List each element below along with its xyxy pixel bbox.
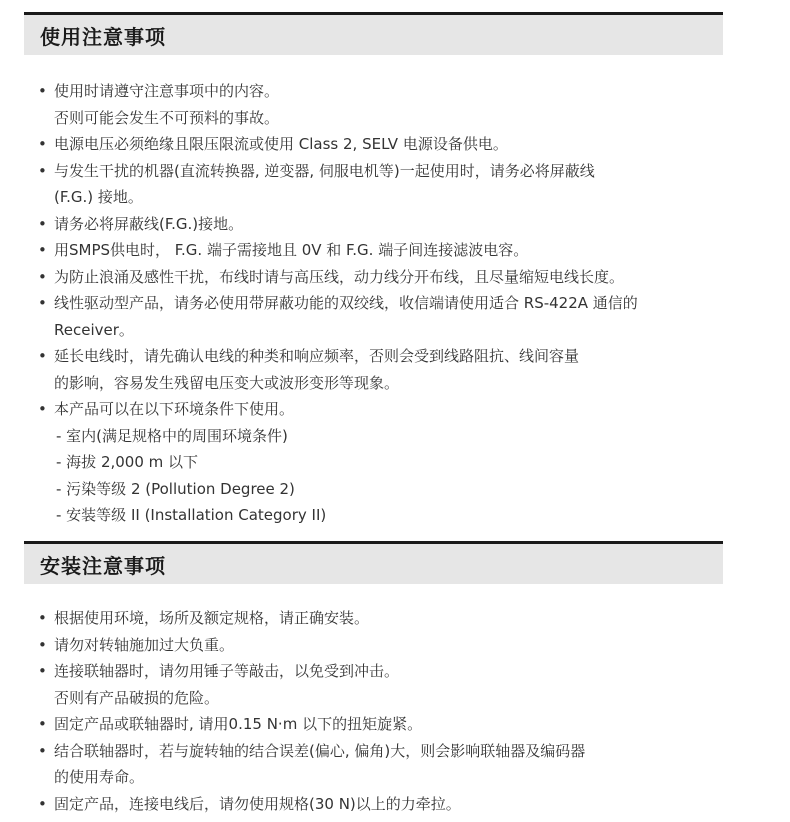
bullet-icon: • (38, 635, 47, 654)
bullet-icon: • (38, 715, 47, 733)
list-item (24, 131, 723, 158)
item-text-line: Receiver。 (54, 320, 134, 339)
bullet-icon: • (38, 241, 47, 259)
item-text-line: 请务必将屏蔽线(F.G.)接地。 (54, 214, 244, 233)
list-item (24, 343, 723, 396)
installation-precautions-section (24, 541, 723, 817)
bullet-icon: • (38, 609, 47, 627)
bullet-icon: • (38, 135, 47, 153)
item-text-line: 延长电线时，请先确认电线的种类和响应频率，否则会受到线路阻抗、线间容量 (54, 347, 580, 365)
sub-item-line: - 海拔 2,000 m 以下 (56, 453, 199, 471)
bullet-icon: • (38, 400, 47, 418)
list-item (24, 290, 723, 343)
list-item (24, 396, 723, 529)
item-text-line: 固定产品，连接电线后，请勿使用规格(30 N)以上的力牵拉。 (54, 794, 461, 813)
usage-precautions-title: 使用注意事项 (40, 24, 166, 49)
list-item (24, 711, 723, 738)
sub-item-line: - 安装等级 II (Installation Category II) (56, 506, 327, 524)
sub-item-line: - 污染等级 2 (Pollution Degree 2) (56, 479, 295, 498)
item-text-line: 请勿对转轴施加过大负重。 (54, 635, 235, 654)
item-text-line: 否则有产品破损的危险。 (54, 688, 220, 707)
installation-precautions-header (24, 541, 723, 584)
item-text-line: 使用时请遵守注意事项中的内容。 (54, 82, 280, 100)
bullet-icon: • (38, 267, 47, 286)
item-text-line: 结合联轴器时，若与旋转轴的结合误差(偏心, 偏角)大，则会影响联轴器及编码器 (54, 741, 586, 760)
bullet-icon: • (38, 294, 47, 312)
list-item (24, 78, 723, 131)
usage-precautions-list (24, 78, 723, 529)
bullet-icon: • (38, 161, 47, 180)
list-item (24, 605, 723, 632)
list-item (24, 237, 723, 264)
item-text-line: 的影响，容易发生残留电压变大或波形变形等现象。 (54, 373, 400, 392)
item-text-line: 连接联轴器时，请勿用锤子等敲击，以免受到冲击。 (54, 662, 400, 680)
usage-precautions-section (24, 12, 723, 529)
list-item (24, 738, 723, 791)
list-item (24, 211, 723, 238)
list-item (24, 158, 723, 211)
usage-precautions-header (24, 12, 723, 55)
bullet-icon: • (38, 347, 47, 365)
item-text-line: 的使用寿命。 (54, 768, 145, 786)
bullet-icon: • (38, 214, 47, 233)
item-text-line: 根据使用环境，场所及额定规格，请正确安装。 (54, 609, 370, 627)
item-text-line: 固定产品或联轴器时, 请用0.15 N·m 以下的扭矩旋紧。 (54, 715, 423, 733)
item-text-line: 否则可能会发生不可预料的事故。 (54, 108, 280, 127)
sub-item-line: - 室内(满足规格中的周围环境条件) (56, 426, 288, 445)
list-item (24, 791, 723, 818)
item-text-line: 用SMPS供电时， F.G. 端子需接地且 0V 和 F.G. 端子间连接滤波电容。 (54, 241, 529, 259)
list-item (24, 658, 723, 711)
bullet-icon: • (38, 662, 47, 680)
item-text-line: 与发生干扰的机器(直流转换器, 逆变器, 伺服电机等)一起使用时，请务必将屏蔽线 (54, 161, 595, 180)
bullet-icon: • (38, 741, 47, 760)
item-text-line: 本产品可以在以下环境条件下使用。 (54, 400, 295, 418)
item-text-line: 电源电压必须绝缘且限压限流或使用 Class 2, SELV 电源设备供电。 (54, 135, 508, 153)
list-item (24, 264, 723, 291)
item-text-line: 线性驱动型产品，请务必使用带屏蔽功能的双绞线，收信端请使用适合 RS-422A 通信的 (54, 294, 638, 312)
item-text-line: (F.G.) 接地。 (54, 188, 143, 206)
list-item (24, 632, 723, 659)
bullet-icon: • (38, 794, 47, 813)
item-text-line: 为防止浪涌及感性干扰，布线时请与高压线，动力线分开布线，且尽量缩短电线长度。 (54, 267, 625, 286)
installation-precautions-list (24, 605, 723, 817)
installation-precautions-title: 安装注意事项 (40, 553, 166, 578)
bullet-icon: • (38, 82, 47, 100)
